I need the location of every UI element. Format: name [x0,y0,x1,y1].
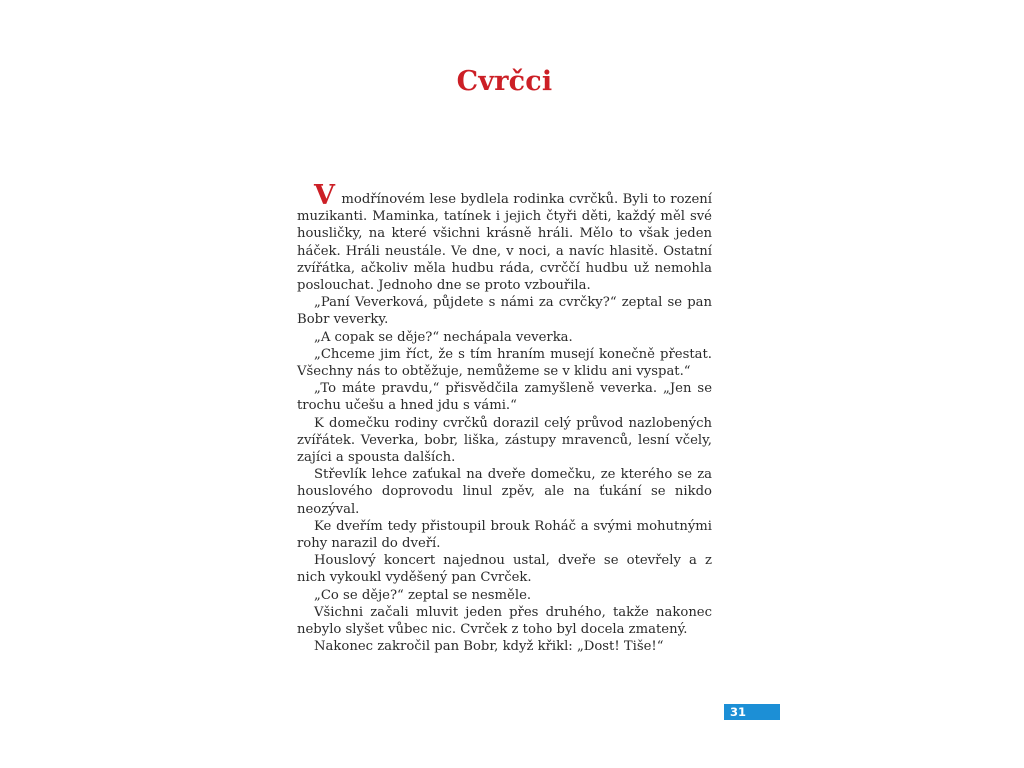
drop-cap: V [314,180,335,211]
paragraph-7: Střevlík lehce zaťukal na dveře domečku, ze kterého se za houslového doprovodu linul zpěv, ale na ťukání se nikdo neozýval. [297,467,712,517]
paragraph-8: Ke dveřím tedy přistoupil brouk Roháč a svými mohutnými rohy narazil do dveří. [297,518,712,552]
paragraph-3: „A copak se děje?“ nechápala veverka. [314,329,573,345]
page-number-badge: 31 [724,704,780,720]
paragraph-10: „Co se děje?“ zeptal se nesměle. [314,587,532,603]
story-text [297,180,712,655]
paragraph-12: Nakonec zakročil pan Bobr, když křikl: „Dost! Tiše!“ [314,639,664,655]
page-title: Cvrčci [456,66,553,97]
paragraph-4: „Chceme jim říct, že s tím hraním musejí konečně přestat. Všechny nás to obtěžuje, nemůžeme se v klidu ani vyspat.“ [297,346,712,380]
paragraph-1 [297,180,712,294]
paragraph-11: Všichni začali mluvit jeden přes druhého, takže nakonec nebylo slyšet vůbec nic. Cvrček z toho byl docela zmatený. [297,604,712,638]
paragraph-2: „Paní Veverková, půjdete s námi za cvrčky?“ zeptal se pan Bobr veverky. [297,295,712,328]
paragraph-1-text: modřínovém lese bydlela rodinka cvrčků. Byli to rození muzikanti. Maminka, tatínek i jejich čtyři děti, každý měl své housličky, na které všichni krásně hráli. Mělo to však jeden háček. Hráli neustále. Ve dne, v noci, a navíc hlasitě. Ostatní zvířátka, ačkoliv měla hudbu ráda, cvrččí hudbu už nemohla poslouchat. Jednoho dne se proto vzbouřila. [297,192,712,294]
paragraph-9: Houslový koncert najednou ustal, dveře se otevřely a z nich vykoukl vyděšený pan Cvrček. [297,553,712,586]
paragraph-5: „To máte pravdu,“ přisvědčila zamyšleně veverka. „Jen se trochu učešu a hned jdu s vámi.“ [297,381,712,414]
paragraph-6: K domečku rodiny cvrčků dorazil celý průvod nazlobených zvířátek. Veverka, bobr, liška, zástupy mravenců, lesní včely, zajíci a spousta dalších. [297,415,712,466]
